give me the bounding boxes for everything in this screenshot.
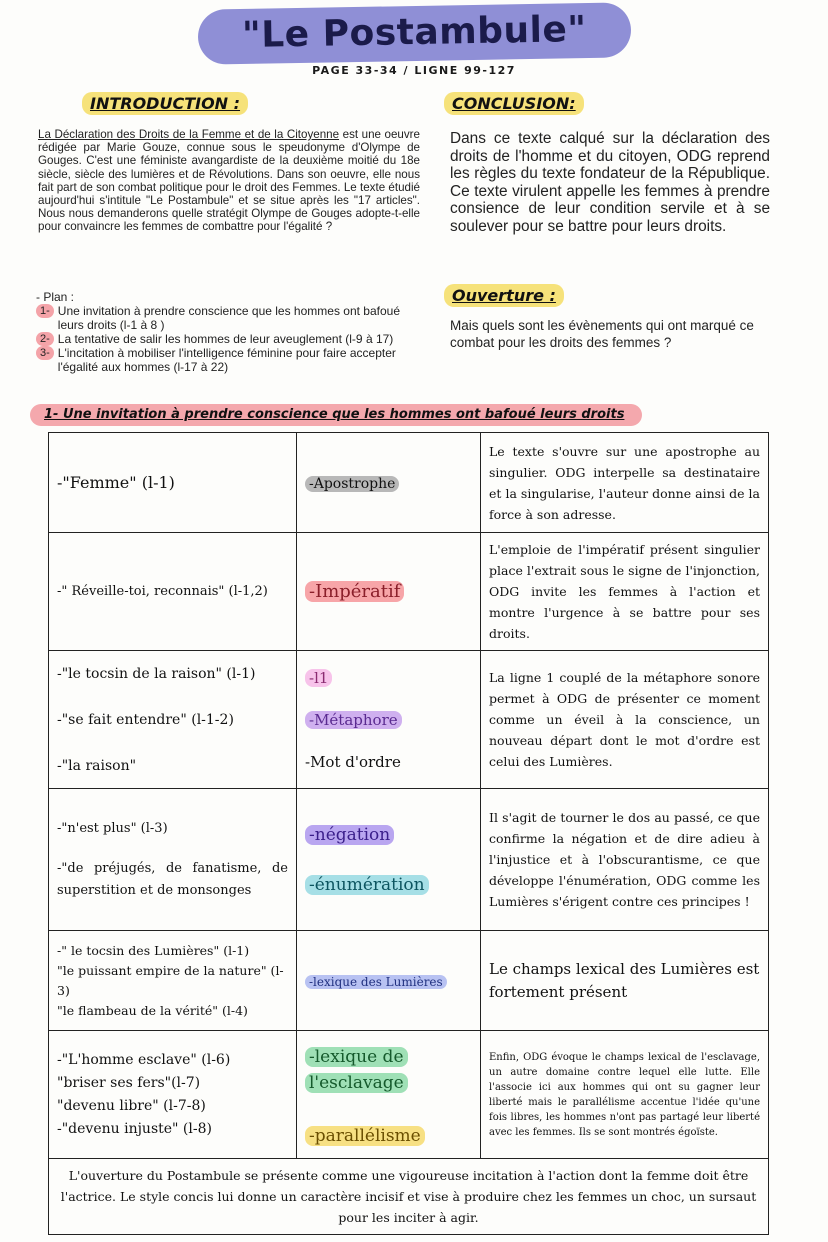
quote: -"la raison" xyxy=(57,757,137,774)
ouverture-heading: Ouverture : xyxy=(444,284,564,307)
quote: -" le tocsin des Lumières" (l-1) xyxy=(57,942,250,958)
title-highlight xyxy=(197,2,631,65)
quote: -"se fait entendre" (l-1-2) xyxy=(57,711,234,728)
plan-number: 2- xyxy=(36,332,54,346)
conclusion-heading: CONCLUSION: xyxy=(444,92,584,115)
quotes-cell xyxy=(49,651,297,789)
device-label: -Apostrophe xyxy=(305,476,399,492)
devices-cell xyxy=(297,651,481,789)
devices-cell xyxy=(297,533,481,651)
device-label: -l1 xyxy=(305,669,332,687)
page-reference: PAGE 33-34 / LIGNE 99-127 xyxy=(312,64,516,77)
device-label: -lexique de l'esclavage xyxy=(305,1047,408,1093)
device-label: -négation xyxy=(305,825,394,845)
table-row xyxy=(49,533,769,651)
device-label: -parallélisme xyxy=(305,1126,425,1146)
quote: -"le tocsin de la raison" (l-1) xyxy=(57,665,256,682)
device-label: -Métaphore xyxy=(305,711,402,729)
plan-text: Une invitation à prendre conscience que les hommes ont bafoué leurs droits (l-1 à 8 ) xyxy=(57,304,400,332)
page-title: "Le Postambule" xyxy=(241,8,587,57)
table-footer: L'ouverture du Postambule se présente comme une vigoureuse incitation à l'action dont la femme doit être l'actrice. Le style concis lui donne un caractère incisif et vise à produire chez les femmes un choc, un sursaut pour les inciter à agir. xyxy=(49,1159,769,1235)
device-label: -lexique des Lumières xyxy=(305,975,447,989)
table-row xyxy=(49,433,769,533)
table-row xyxy=(49,931,769,1031)
quote: "devenu libre" (l-7-8) xyxy=(57,1097,206,1114)
device-label: -énumération xyxy=(305,875,429,895)
plan-item xyxy=(36,304,426,332)
devices-cell xyxy=(297,433,481,533)
table-row xyxy=(49,1031,769,1159)
quote: -" Réveille-toi, reconnais" (l-1,2) xyxy=(57,583,268,599)
quote: -"L'homme esclave" (l-6) xyxy=(57,1051,231,1068)
quote: "le puissant empire de la nature" (l-3) xyxy=(57,962,284,998)
analysis-cell: Le champs lexical des Lumières est fortement présent xyxy=(481,931,769,1031)
analysis-cell: Il s'agit de tourner le dos au passé, ce que confirme la négation et de dire adieu à l'injustice et à l'obscurantisme, ce que développe l'énumération, ODG comme les Lumières s'érigent contre ces principes ! xyxy=(481,789,769,931)
plan-text: La tentative de salir les hommes de leur aveuglement (l-9 à 17) xyxy=(57,332,394,346)
quotes-cell xyxy=(49,433,297,533)
plan-label: - Plan : xyxy=(36,290,75,304)
analysis-cell: L'emploie de l'impératif présent singulier place l'extrait sous le signe de l'injonction, ODG invite les femmes à l'action et montre l'urgence à se battre pour ses droits. xyxy=(481,533,769,651)
plan-text: L'incitation à mobiliser l'intelligence féminine pour faire accepter l'égalité aux hommes (l-17 à 22) xyxy=(57,346,396,374)
quotes-cell xyxy=(49,789,297,931)
table-row xyxy=(49,789,769,931)
quote: -"Femme" (l-1) xyxy=(57,472,175,492)
analysis-cell: Enfin, ODG évoque le champs lexical de l'esclavage, un autre domaine contre lequel elle lutte. Elle l'associe ici aux hommes qui ont su gagner leur liberté mais le parallélisme accentue l'idée qu'une fois libres, les hommes n'ont pas partagé leur liberté avec les femmes. Ils se sont montrés égoïste. xyxy=(481,1031,769,1159)
quote: -"devenu injuste" (l-8) xyxy=(57,1120,212,1137)
plan-item xyxy=(36,332,426,346)
analysis-cell: Le texte s'ouvre sur une apostrophe au singulier. ODG interpelle sa destinataire et la singularise, l'auteur donne ainsi de la force à son adresse. xyxy=(481,433,769,533)
quote: "le flambeau de la vérité" (l-4) xyxy=(57,1002,248,1018)
analysis-table xyxy=(48,432,769,1235)
device-label: -Mot d'ordre xyxy=(305,752,401,771)
analysis-cell: La ligne 1 couplé de la métaphore sonore permet à ODG de présenter ce moment comme un éveil à la conscience, un nouveau départ dont le mot d'ordre est celui des Lumières. xyxy=(481,651,769,789)
quote: -"de préjugés, de fanatisme, de superstition et de monsonges xyxy=(57,860,288,898)
title-area xyxy=(0,6,828,61)
quotes-cell xyxy=(49,1031,297,1159)
quote: -"n'est plus" (l-3) xyxy=(57,820,168,836)
plan-number: 1- xyxy=(36,304,54,318)
ouverture-text: Mais quels sont les évènements qui ont marqué ce combat pour les droits des femmes ? xyxy=(450,318,754,350)
table-footer-row xyxy=(49,1159,769,1235)
plan-section xyxy=(36,290,426,374)
part1-title: 1- Une invitation à prendre conscience que les hommes ont bafoué leurs droits xyxy=(30,404,642,426)
quotes-cell xyxy=(49,533,297,651)
table-row xyxy=(49,651,769,789)
introduction-body: est une oeuvre rédigée par Marie Gouze, connue sous le speudonyme d'Olympe de Gouges. C'est une féministe avangardiste de la deuxième moitié du 18e siècle, siècle des lumières et de Révolutions. Dans son oeuvre, elle nous fait part de son combat politique pour le droit des Femmes. Le texte étudié aujourd'hui s'intitule "Le Postambule" et se situe après les "17 articles". Nous nous demanderons quelle stratégit Olympe de Gouges adopte-t-elle pour convaincre les femmes de combattre pour l'égalité ? xyxy=(38,128,420,234)
plan-number: 3- xyxy=(36,346,54,360)
introduction-text xyxy=(38,128,420,234)
quote: "briser ses fers"(l-7) xyxy=(57,1074,201,1091)
devices-cell xyxy=(297,931,481,1031)
plan-item xyxy=(36,346,426,374)
devices-cell xyxy=(297,789,481,931)
introduction-heading: INTRODUCTION : xyxy=(82,92,248,115)
device-label: -Impératif xyxy=(305,581,404,602)
introduction-underlined: La Déclaration des Droits de la Femme et de la Citoyenne xyxy=(38,128,340,141)
conclusion-text: Dans ce texte calqué sur la déclaration des droits de l'homme et du citoyen, ODG reprend les règles du texte fondateur de la République. Ce texte virulent appelle les femmes à prendre consience de leur condition servile et à se soulever pour se battre pour leurs droits. xyxy=(450,130,770,235)
devices-cell xyxy=(297,1031,481,1159)
quotes-cell xyxy=(49,931,297,1031)
